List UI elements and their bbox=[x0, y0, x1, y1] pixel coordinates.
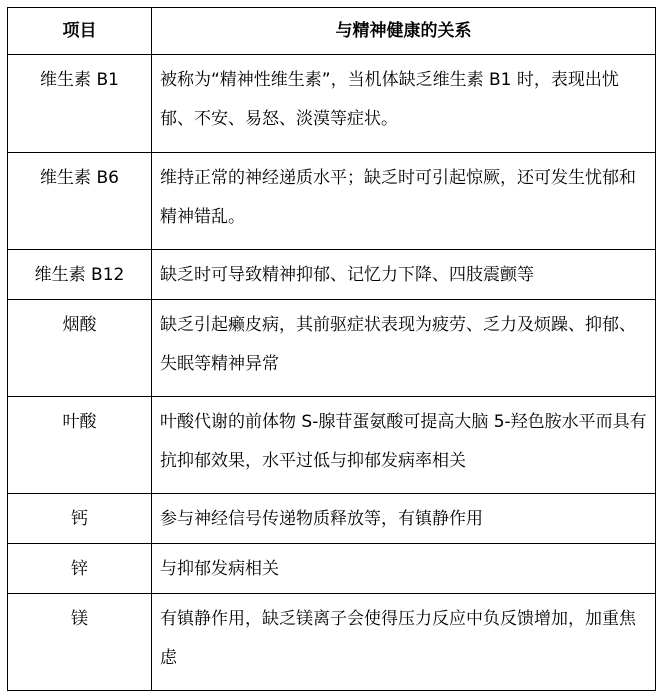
table-row bbox=[8, 300, 656, 397]
nutrition-mental-health-table bbox=[7, 7, 656, 691]
row-relation-zinc: 与抑郁发病相关 bbox=[152, 544, 656, 594]
row-item-calcium: 钙 bbox=[8, 494, 152, 544]
row-relation-niacin: 缺乏引起癞皮病，其前驱症状表现为疲劳、乏力及烦躁、抑郁、失眠等精神异常 bbox=[152, 300, 656, 397]
row-item-vitamin-b6: 维生素 B6 bbox=[8, 153, 152, 250]
header-item: 项目 bbox=[8, 8, 152, 55]
table-row bbox=[8, 55, 656, 153]
row-item-folate: 叶酸 bbox=[8, 397, 152, 494]
nutrition-mental-health-table-container bbox=[7, 7, 655, 691]
header-relation: 与精神健康的关系 bbox=[152, 8, 656, 55]
row-item-zinc: 锌 bbox=[8, 544, 152, 594]
table-row bbox=[8, 494, 656, 544]
table-header-row bbox=[8, 8, 656, 55]
row-relation-vitamin-b12: 缺乏时可导致精神抑郁、记忆力下降、四肢震颤等 bbox=[152, 250, 656, 300]
table-row bbox=[8, 594, 656, 691]
row-relation-vitamin-b1: 被称为“精神性维生素”，当机体缺乏维生素 B1 时，表现出忧郁、不安、易怒、淡漠等症状。 bbox=[152, 55, 656, 153]
row-item-magnesium: 镁 bbox=[8, 594, 152, 691]
row-relation-calcium: 参与神经信号传递物质释放等，有镇静作用 bbox=[152, 494, 656, 544]
table-row bbox=[8, 397, 656, 494]
table-row bbox=[8, 544, 656, 594]
row-item-vitamin-b12: 维生素 B12 bbox=[8, 250, 152, 300]
row-relation-magnesium: 有镇静作用，缺乏镁离子会使得压力反应中负反馈增加，加重焦虑 bbox=[152, 594, 656, 691]
row-relation-folate: 叶酸代谢的前体物 S-腺苷蛋氨酸可提高大脑 5-羟色胺水平而具有抗抑郁效果，水平过低与抑郁发病率相关 bbox=[152, 397, 656, 494]
row-item-niacin: 烟酸 bbox=[8, 300, 152, 397]
row-item-vitamin-b1: 维生素 B1 bbox=[8, 55, 152, 153]
table-row bbox=[8, 153, 656, 250]
row-relation-vitamin-b6: 维持正常的神经递质水平；缺乏时可引起惊厥，还可发生忧郁和精神错乱。 bbox=[152, 153, 656, 250]
table-row bbox=[8, 250, 656, 300]
